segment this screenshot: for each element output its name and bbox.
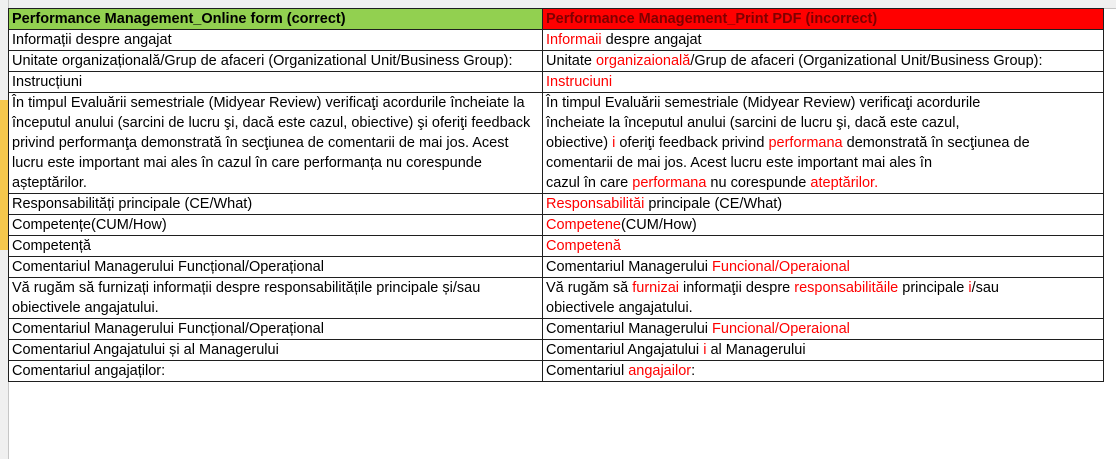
text-run: demonstrată în secţiunea de [842, 135, 1030, 151]
text-run: încheiate la începutul anului (sarcini de lucru şi, dacă este cazul, [546, 115, 960, 131]
text-run: despre angajat [601, 32, 702, 48]
text-run: : [691, 363, 696, 379]
cell-print[interactable] [543, 93, 1104, 194]
header-cell-online[interactable]: Performance Management_Online form (correct) [9, 9, 543, 30]
text-run: Vă rugăm să [546, 280, 633, 296]
cell-print[interactable] [543, 257, 1104, 278]
cell-print[interactable] [543, 278, 1104, 319]
text-run: principale (CE/What) [644, 196, 783, 212]
table-row [9, 236, 1104, 257]
row-selection-highlight [0, 100, 8, 250]
empty-cell[interactable] [9, 382, 543, 403]
table-row [9, 278, 1104, 319]
table-row [9, 257, 1104, 278]
cell-online[interactable]: Instrucțiuni [9, 72, 543, 93]
incorrect-text-run: Informaii [546, 32, 602, 48]
cell-online[interactable]: Comentariul Angajatului și al Managerului [9, 340, 543, 361]
cell-print[interactable] [543, 361, 1104, 382]
table-row [9, 51, 1104, 72]
table-row [9, 194, 1104, 215]
text-run: (CUM/How) [620, 217, 697, 233]
header-row [9, 9, 1104, 30]
incorrect-text-run: Responsabilităi [546, 196, 645, 212]
incorrect-text-run: ateptărilor. [810, 175, 879, 191]
cell-print[interactable] [543, 236, 1104, 257]
incorrect-text-run: i [968, 280, 972, 296]
cell-print[interactable] [543, 72, 1104, 93]
text-run: /Grup de afaceri (Organizational Unit/Business Group): [690, 53, 1043, 69]
cell-online[interactable]: Responsabilități principale (CE/What) [9, 194, 543, 215]
cell-print[interactable] [543, 30, 1104, 51]
text-run: Unitate [546, 53, 596, 69]
text-run: oferiţi feedback privind [615, 135, 769, 151]
text-run: Comentariul Managerului [546, 259, 713, 275]
incorrect-text-run: i [703, 342, 707, 358]
table-row [9, 30, 1104, 51]
table-row [9, 319, 1104, 340]
cell-print[interactable] [543, 194, 1104, 215]
cell-online[interactable]: Comentariul Managerului Funcțional/Operațional [9, 257, 543, 278]
text-run: informaţii despre [679, 280, 795, 296]
text-run: /sau [971, 280, 1000, 296]
cell-online[interactable]: Unitate organizațională/Grup de afaceri (Organizational Unit/Business Group): [9, 51, 543, 72]
text-run: obiectivele angajatului. [546, 300, 693, 316]
text-run: obiective) [546, 135, 613, 151]
cell-online[interactable]: În timpul Evaluării semestriale (Midyear Review) verificaţi acordurile încheiate la începutul anului (sarcini de lucru şi, dacă este cazul, obiective) şi oferiţi feedback privind performanţa demonstrată în secţiunea de comentarii de mai jos. Acest lucru este important mai ales în cazul în care performanța nu corespunde așteptărilor. [9, 93, 543, 194]
text-run: Comentariul Managerului [546, 321, 713, 337]
table-row [9, 215, 1104, 236]
incorrect-text-run: Funcional/Operaional [712, 259, 850, 275]
cell-print[interactable] [543, 319, 1104, 340]
text-run: În timpul Evaluării semestriale (Midyear Review) verificaţi acordurile [546, 95, 981, 111]
cell-online[interactable]: Comentariul Managerului Funcțional/Operațional [9, 319, 543, 340]
header-cell-print[interactable]: Performance Management_Print PDF (incorrect) [543, 9, 1104, 30]
text-run: nu corespunde [706, 175, 811, 191]
table-row [9, 72, 1104, 93]
cell-online[interactable]: Comentariul angajaților: [9, 361, 543, 382]
empty-row [9, 382, 1104, 403]
incorrect-text-run: Funcional/Operaional [712, 321, 850, 337]
cell-print[interactable] [543, 215, 1104, 236]
cell-print[interactable] [543, 340, 1104, 361]
incorrect-text-run: Instruciuni [546, 74, 613, 90]
incorrect-text-run: Competenă [546, 238, 621, 254]
table-row [9, 340, 1104, 361]
text-run: cazul în care [546, 175, 633, 191]
incorrect-text-run: i [612, 135, 616, 151]
incorrect-text-run: performana [632, 175, 707, 191]
incorrect-text-run: furnizai [632, 280, 679, 296]
cell-print[interactable] [543, 51, 1104, 72]
table-row [9, 93, 1104, 194]
text-run: Comentariul Angajatului [546, 342, 704, 358]
text-run: al Managerului [706, 342, 806, 358]
incorrect-text-run: organizaională [595, 53, 691, 69]
text-run: Comentariul [546, 363, 629, 379]
incorrect-text-run: responsabilităile [794, 280, 899, 296]
empty-cell[interactable] [543, 382, 1104, 403]
comparison-table [8, 8, 1104, 402]
text-run: comentarii de mai jos. Acest lucru este important mai ales în [546, 155, 933, 171]
cell-online[interactable]: Competențe(CUM/How) [9, 215, 543, 236]
table-row [9, 361, 1104, 382]
cell-online[interactable]: Vă rugăm să furnizați informații despre responsabilitățile principale și/sau obiectivele angajatului. [9, 278, 543, 319]
incorrect-text-run: angajailor [628, 363, 692, 379]
cell-online[interactable]: Informații despre angajat [9, 30, 543, 51]
text-run: principale [898, 280, 969, 296]
incorrect-text-run: Competene [546, 217, 621, 233]
incorrect-text-run: performana [768, 135, 843, 151]
cell-online[interactable]: Competență [9, 236, 543, 257]
